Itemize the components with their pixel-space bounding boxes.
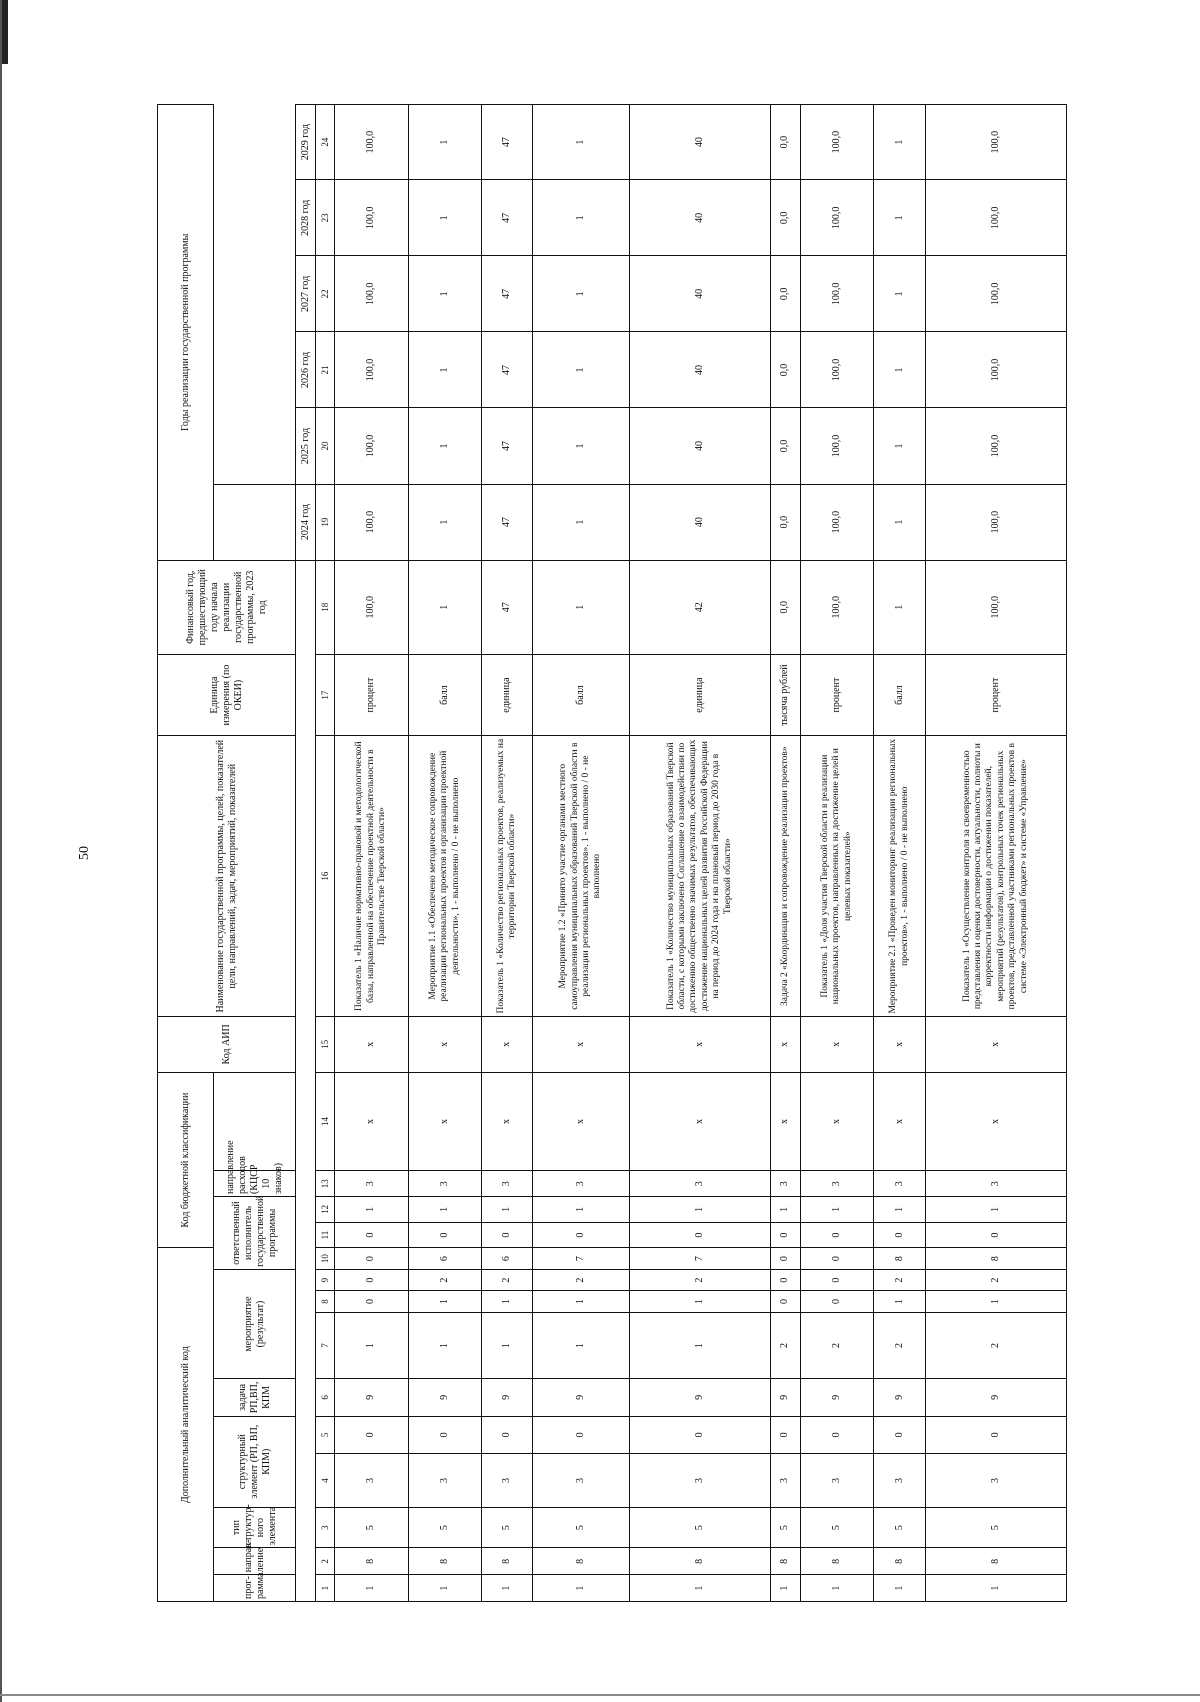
- code-cell: 3: [771, 1454, 801, 1508]
- code-cell: 2: [925, 1269, 1066, 1290]
- unit-cell: единица: [629, 654, 770, 735]
- base-year-value-cell: 100,0: [800, 560, 874, 654]
- year-value-cell: 100,0: [800, 256, 874, 332]
- code-cell: 1: [482, 1197, 533, 1223]
- year-value-cell: 1: [874, 105, 925, 180]
- header-meropriyatie: мероприятие (результат): [214, 1269, 296, 1378]
- code-cell: 3: [925, 1171, 1066, 1197]
- code-cell: 3: [800, 1171, 874, 1197]
- code-cell: 5: [533, 1507, 629, 1548]
- code-cell: 9: [335, 1379, 409, 1417]
- code-cell: 3: [629, 1171, 770, 1197]
- code-cell: 0: [482, 1222, 533, 1248]
- year-value-cell: 100,0: [925, 332, 1066, 408]
- code-cell: 1: [482, 1575, 533, 1602]
- year-value-cell: 40: [629, 180, 770, 256]
- unit-cell: балл: [874, 654, 925, 735]
- code-cell: 5: [408, 1507, 482, 1548]
- year-value-cell: 47: [482, 408, 533, 484]
- col-number: 8: [316, 1291, 335, 1312]
- col-number: 1: [316, 1575, 335, 1602]
- header-budget-code: Код бюджетной классификации: [158, 1072, 214, 1248]
- col-number: 3: [316, 1507, 335, 1548]
- header-struct-element: структурный элемент (РП, ВП, КПМ): [214, 1416, 296, 1507]
- code-cell: 8: [408, 1548, 482, 1575]
- year-value-cell: 40: [629, 105, 770, 180]
- code-cell: 1: [408, 1197, 482, 1223]
- header-napravlenie: направ- ление: [214, 1548, 296, 1575]
- code-cell: 0: [771, 1269, 801, 1290]
- header-aip-code: Код АИП: [158, 1017, 296, 1073]
- code-cell: 0: [800, 1222, 874, 1248]
- code-cell: 8: [874, 1248, 925, 1269]
- year-value-cell: 1: [408, 484, 482, 560]
- year-value-cell: 100,0: [925, 180, 1066, 256]
- header-ispolnitel: ответственный исполнитель государственной программы: [214, 1197, 296, 1270]
- code-cell: 3: [482, 1171, 533, 1197]
- row-name-cell: Мероприятие 1.2 «Принято участие органами местного самоуправления муниципальных образований Тверской области в реализации региональных проектов». 1 - выполнено / 0 - не выполнено: [533, 736, 629, 1017]
- code-cell: 3: [335, 1171, 409, 1197]
- code-cell: x: [408, 1072, 482, 1171]
- code-cell: 2: [771, 1312, 801, 1378]
- col-number: 2: [316, 1548, 335, 1575]
- code-cell: 8: [771, 1548, 801, 1575]
- unit-cell: балл: [533, 654, 629, 735]
- code-cell: 9: [800, 1379, 874, 1417]
- row-name-cell: Показатель 1 «Доля участия Тверской области в реализации национальных проектов, направленных на достижение целей и целевых показателей»: [800, 736, 874, 1017]
- header-base-year: Финансовый год, предшествующий году начала реализации государственной программы, 2023 год: [158, 560, 296, 654]
- code-cell: 9: [925, 1379, 1066, 1417]
- base-year-value-cell: 1: [408, 560, 482, 654]
- header-programma: прог- рамма: [214, 1575, 296, 1602]
- header-year-2027: 2027 год: [296, 256, 316, 332]
- code-cell: 3: [771, 1171, 801, 1197]
- code-cell: 1: [408, 1312, 482, 1378]
- col-number: 24: [316, 105, 335, 180]
- scan-edge-bottom: [0, 1694, 1200, 1696]
- code-cell: 5: [925, 1507, 1066, 1548]
- code-cell: x: [482, 1017, 533, 1073]
- table-header: [158, 105, 335, 1602]
- year-value-cell: 40: [629, 332, 770, 408]
- col-number: 21: [316, 332, 335, 408]
- col-number: 19: [316, 484, 335, 560]
- code-cell: 1: [800, 1575, 874, 1602]
- page-number: 50: [77, 846, 92, 860]
- col-number: 11: [316, 1222, 335, 1248]
- code-cell: x: [771, 1072, 801, 1171]
- year-value-cell: 1: [874, 256, 925, 332]
- row-name-cell: Показатель 1 «Количество муниципальных образований Тверской области, с которыми заключено Соглашение о взаимодействии по достижению общественно значимых результатов, обеспечивающих достижение национальных целей развития Российской Федерации на период до 2024 года и на плановый период до 2030 года в Тверской области»: [629, 736, 770, 1017]
- header-year-2024: 2024 год: [296, 484, 316, 560]
- code-cell: 0: [629, 1222, 770, 1248]
- col-number: 4: [316, 1454, 335, 1508]
- code-cell: 1: [482, 1312, 533, 1378]
- base-year-value-cell: 1: [874, 560, 925, 654]
- code-cell: 6: [408, 1248, 482, 1269]
- code-cell: 2: [874, 1312, 925, 1378]
- code-cell: 1: [629, 1197, 770, 1223]
- code-cell: 1: [925, 1575, 1066, 1602]
- col-number: 23: [316, 180, 335, 256]
- col-number: 12: [316, 1197, 335, 1223]
- year-value-cell: 100,0: [925, 256, 1066, 332]
- code-cell: 8: [925, 1248, 1066, 1269]
- code-cell: 9: [771, 1379, 801, 1417]
- row-name-cell: Показатель 1 «Количество региональных проектов, реализуемых на территории Тверской области»: [482, 736, 533, 1017]
- program-table: [157, 104, 1067, 1602]
- year-value-cell: 1: [408, 256, 482, 332]
- code-cell: 0: [800, 1269, 874, 1290]
- code-cell: 1: [408, 1575, 482, 1602]
- year-value-cell: 1: [408, 332, 482, 408]
- year-value-cell: 100,0: [800, 332, 874, 408]
- row-name-cell: Задача 2 «Координация и сопровождение реализации проектов»: [771, 736, 801, 1017]
- header-tip: тип структур- ного элемента: [214, 1507, 296, 1548]
- code-cell: 0: [482, 1416, 533, 1454]
- year-value-cell: 100,0: [335, 105, 409, 180]
- code-cell: 1: [629, 1575, 770, 1602]
- base-year-value-cell: 100,0: [925, 560, 1066, 654]
- col-number: 7: [316, 1312, 335, 1378]
- code-cell: 5: [335, 1507, 409, 1548]
- code-cell: 1: [335, 1575, 409, 1602]
- code-cell: 0: [335, 1269, 409, 1290]
- header-zadacha: задача РП,ВП, КПМ: [214, 1379, 296, 1417]
- year-value-cell: 100,0: [335, 256, 409, 332]
- col-number: 17: [316, 654, 335, 735]
- code-cell: 0: [408, 1416, 482, 1454]
- year-value-cell: 100,0: [800, 105, 874, 180]
- code-cell: x: [335, 1072, 409, 1171]
- code-cell: 0: [335, 1416, 409, 1454]
- year-value-cell: 100,0: [925, 105, 1066, 180]
- code-cell: 1: [800, 1197, 874, 1223]
- code-cell: x: [533, 1072, 629, 1171]
- code-cell: 9: [482, 1379, 533, 1417]
- code-cell: 2: [800, 1312, 874, 1378]
- code-cell: 0: [408, 1222, 482, 1248]
- code-cell: x: [629, 1072, 770, 1171]
- code-cell: 8: [533, 1548, 629, 1575]
- code-cell: 5: [482, 1507, 533, 1548]
- code-cell: 1: [408, 1291, 482, 1312]
- code-cell: 0: [771, 1222, 801, 1248]
- header-name: Наименование государственной программы, целей, показателей цели, направлений, задач, мероприятий, показателей: [158, 736, 296, 1017]
- code-cell: x: [533, 1017, 629, 1073]
- col-number: 18: [316, 560, 335, 654]
- year-value-cell: 100,0: [800, 484, 874, 560]
- year-value-cell: 1: [533, 105, 629, 180]
- code-cell: 1: [335, 1197, 409, 1223]
- code-cell: 1: [629, 1312, 770, 1378]
- code-cell: 3: [408, 1454, 482, 1508]
- code-cell: 2: [533, 1269, 629, 1290]
- code-cell: 5: [800, 1507, 874, 1548]
- year-value-cell: 0,0: [771, 332, 801, 408]
- code-cell: 5: [874, 1507, 925, 1548]
- table-row: [533, 105, 629, 1602]
- header-years-left-spacer: [296, 560, 316, 1601]
- row-name-cell: Показатель 1 «Наличие нормативно-правовой и методологической базы, направленной на обеспечение проектной деятельности в Правительстве Тверской области»: [335, 736, 409, 1017]
- year-value-cell: 1: [874, 484, 925, 560]
- header-year-2028: 2028 год: [296, 180, 316, 256]
- year-value-cell: 1: [874, 332, 925, 408]
- year-value-cell: 1: [874, 180, 925, 256]
- code-cell: 1: [335, 1312, 409, 1378]
- code-cell: x: [874, 1072, 925, 1171]
- col-number: 10: [316, 1248, 335, 1269]
- code-cell: 0: [874, 1222, 925, 1248]
- table-row: [874, 105, 925, 1602]
- col-number: 22: [316, 256, 335, 332]
- table-row: [335, 105, 409, 1602]
- row-name-cell: Мероприятие 1.1 «Обеспечено методическое сопровождение реализации региональных проектов и организации проектной деятельности», 1 - выполнено / 0 - не выполнено: [408, 736, 482, 1017]
- code-cell: 7: [629, 1248, 770, 1269]
- year-value-cell: 100,0: [800, 408, 874, 484]
- code-cell: x: [771, 1017, 801, 1073]
- year-value-cell: 1: [533, 484, 629, 560]
- code-cell: 3: [874, 1171, 925, 1197]
- year-value-cell: 40: [629, 484, 770, 560]
- code-cell: 1: [874, 1197, 925, 1223]
- col-number: 13: [316, 1171, 335, 1197]
- year-value-cell: 47: [482, 180, 533, 256]
- year-value-cell: 0,0: [771, 408, 801, 484]
- code-cell: 0: [335, 1222, 409, 1248]
- year-value-cell: 100,0: [925, 484, 1066, 560]
- header-year-2026: 2026 год: [296, 332, 316, 408]
- code-cell: 3: [335, 1454, 409, 1508]
- table-row: [925, 105, 1066, 1602]
- code-cell: 1: [771, 1197, 801, 1223]
- code-cell: x: [335, 1017, 409, 1073]
- base-year-value-cell: 47: [482, 560, 533, 654]
- code-cell: x: [408, 1017, 482, 1073]
- code-cell: 3: [533, 1171, 629, 1197]
- base-year-value-cell: 100,0: [335, 560, 409, 654]
- year-value-cell: 1: [533, 332, 629, 408]
- table-row: [408, 105, 482, 1602]
- code-cell: 9: [874, 1379, 925, 1417]
- year-value-cell: 100,0: [335, 484, 409, 560]
- code-cell: 2: [408, 1269, 482, 1290]
- code-cell: 6: [482, 1248, 533, 1269]
- code-cell: 2: [482, 1269, 533, 1290]
- code-cell: 3: [874, 1454, 925, 1508]
- code-cell: 8: [335, 1548, 409, 1575]
- year-value-cell: 100,0: [800, 180, 874, 256]
- col-number: 6: [316, 1379, 335, 1417]
- base-year-value-cell: 1: [533, 560, 629, 654]
- col-number: 5: [316, 1416, 335, 1454]
- year-value-cell: 100,0: [335, 408, 409, 484]
- code-cell: 3: [925, 1454, 1066, 1508]
- code-cell: 0: [800, 1416, 874, 1454]
- unit-cell: единица: [482, 654, 533, 735]
- code-cell: 1: [482, 1291, 533, 1312]
- code-cell: 1: [629, 1291, 770, 1312]
- code-cell: 3: [629, 1454, 770, 1508]
- rotated-table-container: [157, 104, 1067, 1602]
- year-value-cell: 1: [408, 105, 482, 180]
- year-value-cell: 1: [408, 180, 482, 256]
- code-cell: 8: [800, 1548, 874, 1575]
- code-cell: 0: [925, 1222, 1066, 1248]
- code-cell: x: [874, 1017, 925, 1073]
- code-cell: 5: [771, 1507, 801, 1548]
- code-cell: 0: [800, 1291, 874, 1312]
- code-cell: 1: [533, 1197, 629, 1223]
- code-cell: 7: [533, 1248, 629, 1269]
- year-value-cell: 40: [629, 256, 770, 332]
- code-cell: 8: [629, 1548, 770, 1575]
- code-cell: 0: [800, 1248, 874, 1269]
- code-cell: 1: [925, 1291, 1066, 1312]
- code-cell: 3: [482, 1454, 533, 1508]
- header-year-2025: 2025 год: [296, 408, 316, 484]
- year-value-cell: 0,0: [771, 484, 801, 560]
- code-cell: 8: [874, 1548, 925, 1575]
- code-cell: 3: [533, 1454, 629, 1508]
- code-cell: 9: [408, 1379, 482, 1417]
- table-row: [629, 105, 770, 1602]
- table-body: [335, 105, 1067, 1602]
- code-cell: 1: [533, 1312, 629, 1378]
- code-cell: x: [925, 1017, 1066, 1073]
- unit-cell: тысяча рублей: [771, 654, 801, 735]
- code-cell: 0: [771, 1248, 801, 1269]
- header-kdsr: направление расходов (КЦСР 10 знаков): [214, 1171, 296, 1197]
- code-cell: 0: [533, 1222, 629, 1248]
- col-number: 20: [316, 408, 335, 484]
- row-name-cell: Мероприятие 2.1 «Проведен мониторинг реализации региональных проектов», 1 - выполнено / 0 - не выполнено: [874, 736, 925, 1017]
- year-value-cell: 1: [533, 180, 629, 256]
- year-value-cell: 1: [533, 256, 629, 332]
- code-cell: 1: [874, 1575, 925, 1602]
- table-row: [482, 105, 533, 1602]
- row-name-cell: Показатель 1 «Осуществление контроля за своевременностью представления и оценки достоверности, актуальности, полноты и корректности информации о достижении показателей, мероприятий (результатов), контрольных точек региональных проектов, представленной участниками региональных проектов в системе «Электронный бюджет» и системе «Управление»: [925, 736, 1066, 1017]
- col-number: 15: [316, 1017, 335, 1073]
- code-cell: 0: [335, 1248, 409, 1269]
- base-year-value-cell: 0,0: [771, 560, 801, 654]
- col-number: 16: [316, 736, 335, 1017]
- code-cell: 9: [629, 1379, 770, 1417]
- year-value-cell: 100,0: [925, 408, 1066, 484]
- code-cell: 1: [925, 1197, 1066, 1223]
- year-value-cell: 47: [482, 105, 533, 180]
- col-number: 14: [316, 1072, 335, 1171]
- code-cell: 0: [533, 1416, 629, 1454]
- unit-cell: балл: [408, 654, 482, 735]
- code-cell: 0: [335, 1291, 409, 1312]
- code-cell: 3: [408, 1171, 482, 1197]
- code-cell: 0: [874, 1416, 925, 1454]
- year-value-cell: 47: [482, 484, 533, 560]
- code-cell: x: [800, 1017, 874, 1073]
- code-cell: 1: [771, 1575, 801, 1602]
- year-value-cell: 1: [408, 408, 482, 484]
- code-cell: 1: [533, 1575, 629, 1602]
- year-value-cell: 40: [629, 408, 770, 484]
- year-value-cell: 0,0: [771, 180, 801, 256]
- unit-cell: процент: [925, 654, 1066, 735]
- code-cell: 2: [629, 1269, 770, 1290]
- code-cell: 2: [925, 1312, 1066, 1378]
- code-cell: 9: [533, 1379, 629, 1417]
- code-cell: x: [629, 1017, 770, 1073]
- code-cell: x: [925, 1072, 1066, 1171]
- code-cell: 0: [771, 1291, 801, 1312]
- base-year-value-cell: 42: [629, 560, 770, 654]
- code-cell: 1: [533, 1291, 629, 1312]
- code-cell: 8: [482, 1548, 533, 1575]
- col-number: 9: [316, 1269, 335, 1290]
- header-years-group: Годы реализации государственной программы: [158, 105, 214, 561]
- code-cell: 2: [874, 1269, 925, 1290]
- header-additional-code: Дополнительный аналитический код: [158, 1248, 214, 1602]
- code-cell: 1: [874, 1291, 925, 1312]
- table-row: [800, 105, 874, 1602]
- year-value-cell: 100,0: [335, 332, 409, 408]
- code-cell: 0: [925, 1416, 1066, 1454]
- year-value-cell: 0,0: [771, 105, 801, 180]
- code-cell: 0: [629, 1416, 770, 1454]
- code-cell: 3: [800, 1454, 874, 1508]
- scan-edge-left: [0, 0, 2, 1702]
- year-value-cell: 0,0: [771, 256, 801, 332]
- code-cell: 5: [629, 1507, 770, 1548]
- header-unit: Единица измерения (по ОКЕИ): [158, 654, 296, 735]
- year-value-cell: 1: [874, 408, 925, 484]
- year-value-cell: 47: [482, 332, 533, 408]
- year-value-cell: 47: [482, 256, 533, 332]
- code-cell: 8: [925, 1548, 1066, 1575]
- unit-cell: процент: [335, 654, 409, 735]
- code-cell: 0: [771, 1416, 801, 1454]
- table-row: [771, 105, 801, 1602]
- code-cell: x: [800, 1072, 874, 1171]
- header-year-2029: 2029 год: [296, 105, 316, 180]
- year-value-cell: 1: [533, 408, 629, 484]
- code-cell: x: [482, 1072, 533, 1171]
- year-value-cell: 100,0: [335, 180, 409, 256]
- unit-cell: процент: [800, 654, 874, 735]
